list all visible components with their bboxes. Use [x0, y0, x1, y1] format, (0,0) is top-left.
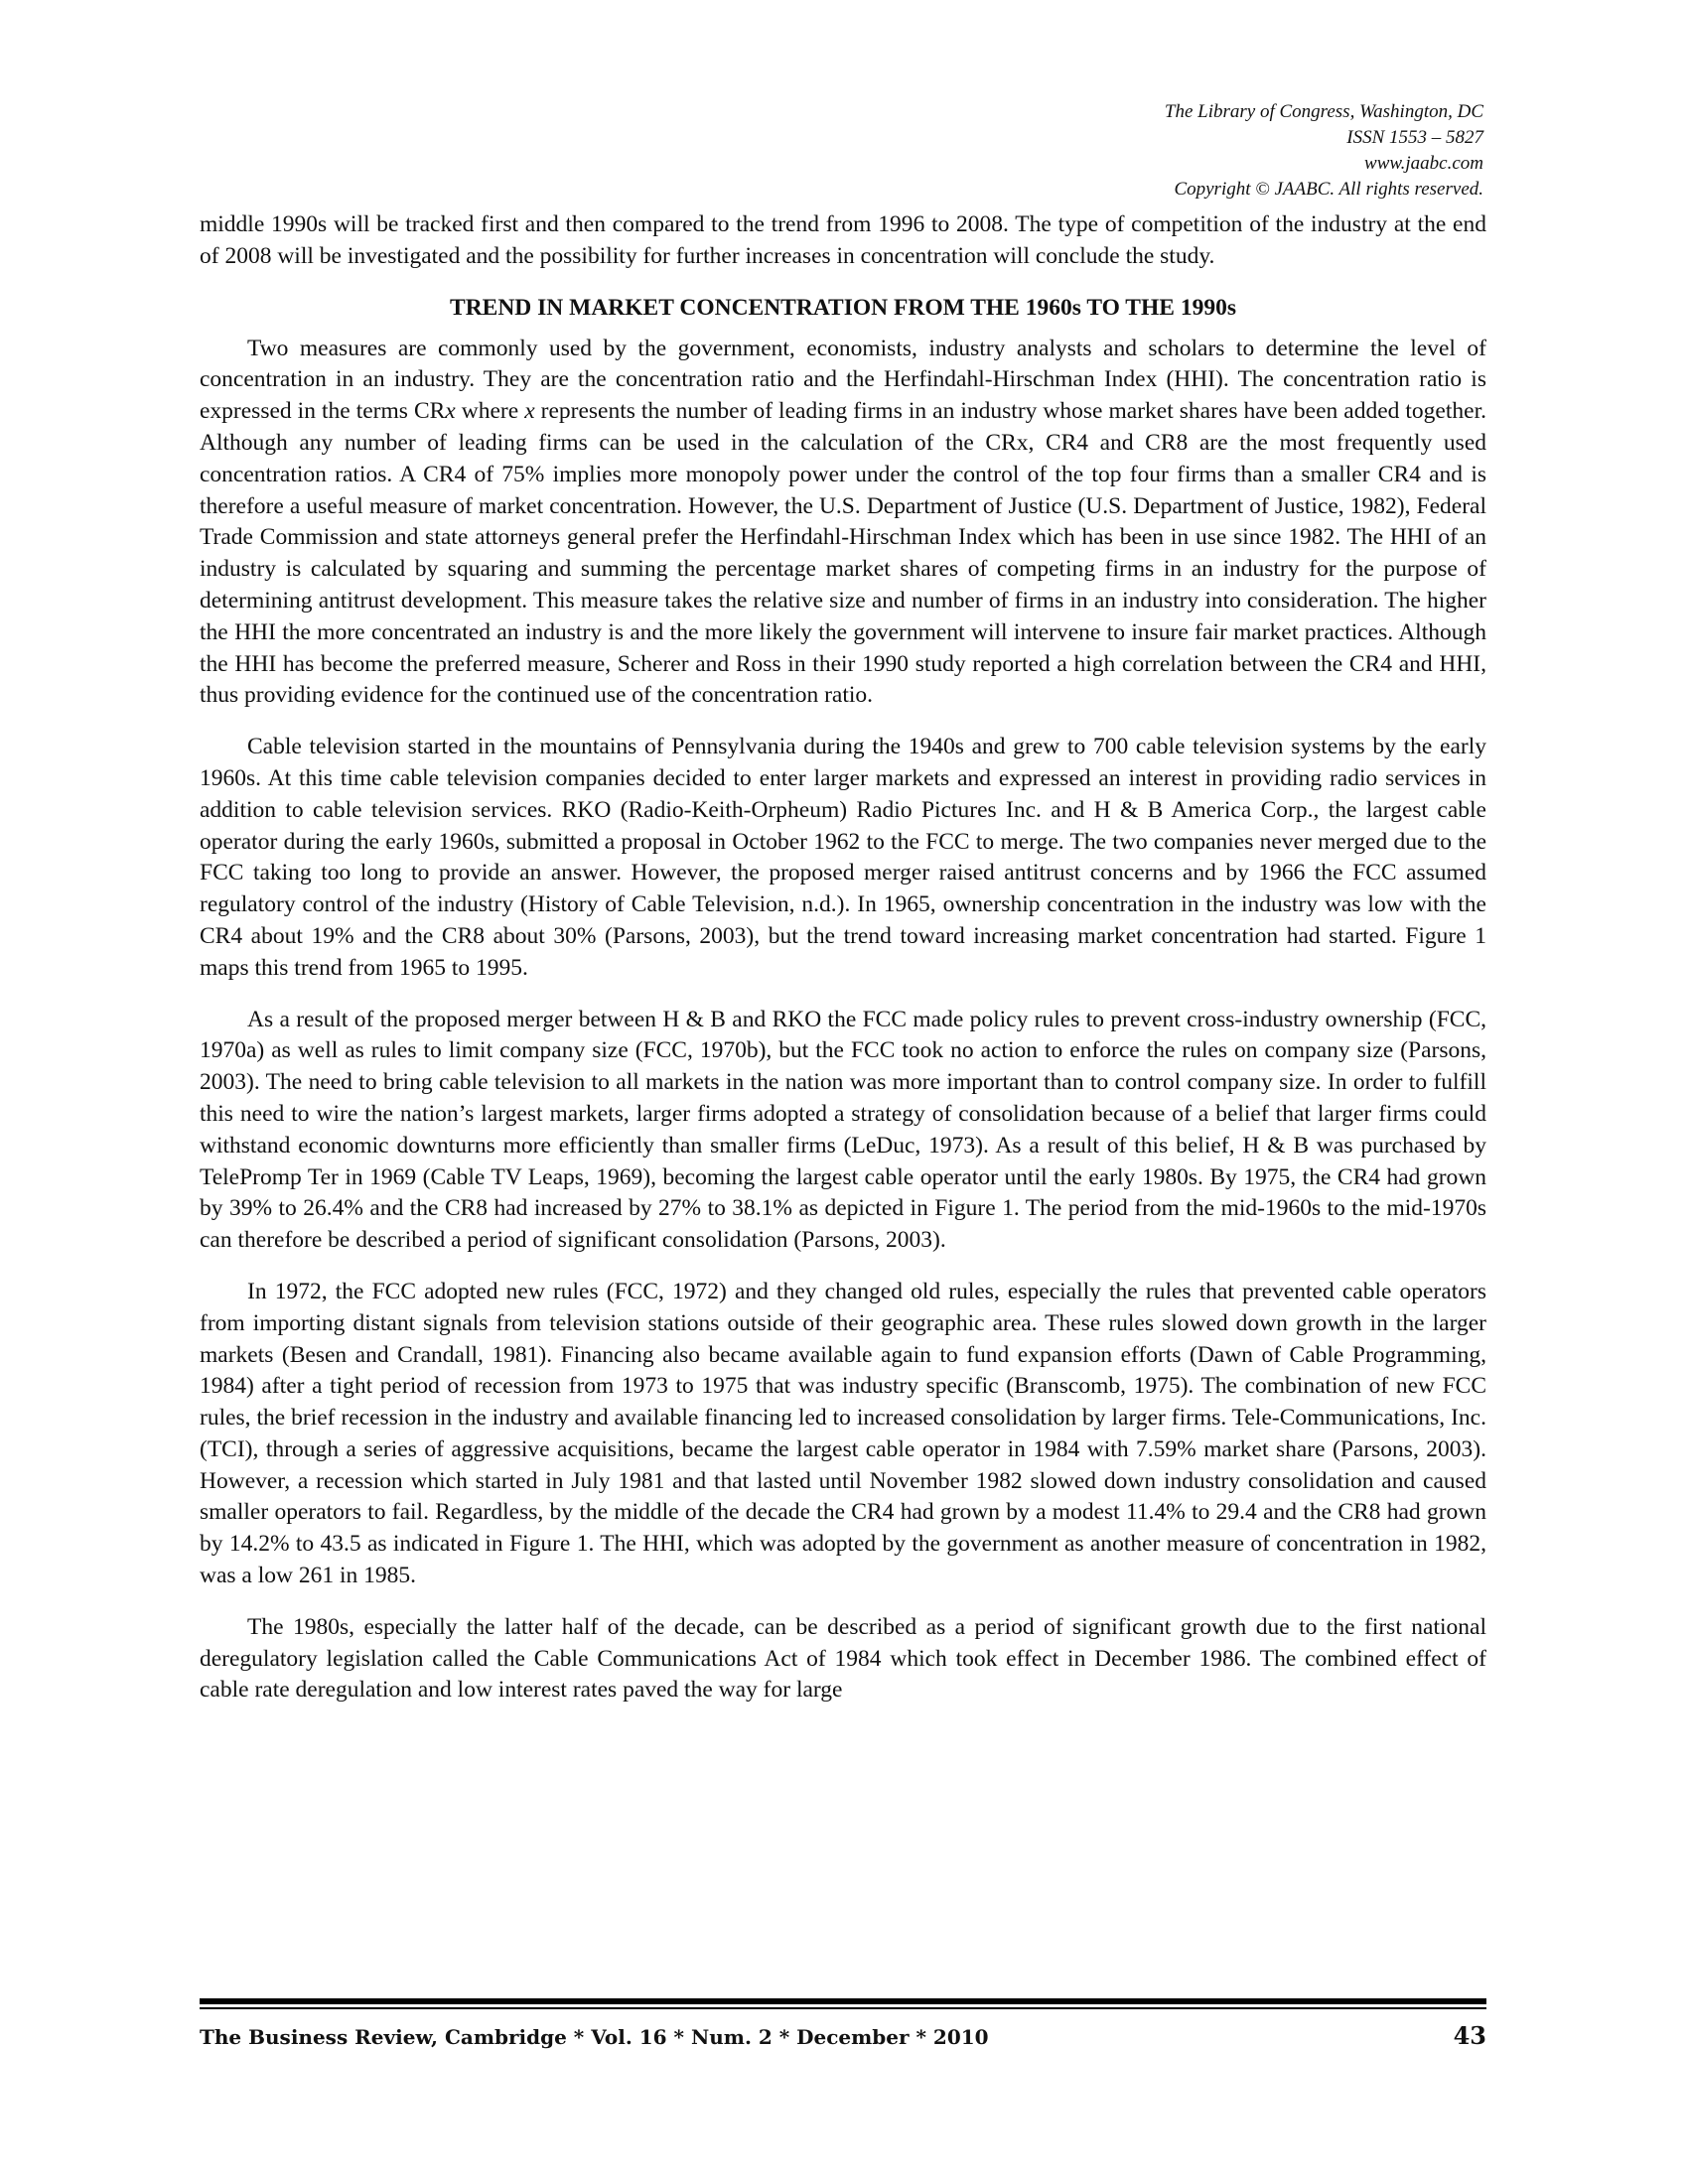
paragraph-measures: Two measures are commonly used by the government, economists, industry analysts and scholars to determine the level of concentration in an industry. They are the concentration ratio and the Herfindahl-Hirschman Index (HHI). The concentration ratio is expressed in the terms CRx where x represents the number of leading firms in an industry whose market shares have been added together. Although any number of leading firms can be used in the calculation of the CRx, CR4 and CR8 are the most frequently used concentration ratios. A CR4 of 75% implies more monopoly power under the control of the top four firms than a smaller CR4 and is therefore a useful measure of market concentration. However, the U.S. Department of Justice (U.S. Department of Justice, 1982), Federal Trade Commission and state attorneys general prefer the Herfindahl-Hirschman Index which has been in use since 1982. The HHI of an industry is calculated by squaring and summing the percentage market shares of competing firms in an industry for the purpose of determining antitrust development. This measure takes the relative size and number of firms in an industry into consideration. The higher the HHI the more concentrated an industry is and the more likely the government will intervene to insure fair market practices. Although the HHI has become the preferred measure, Scherer and Ross in their 1990 study reported a high correlation between the CR4 and HHI, thus providing evidence for the continued use of the concentration ratio. — [200, 335, 1486, 709]
article-body — [200, 209, 1486, 1706]
page-number: 43 — [1453, 2021, 1486, 2050]
running-header — [1165, 99, 1483, 203]
intro-paragraph: middle 1990s will be tracked first and then compared to the trend from 1996 to 2008. The type of competition of the industry at the end of 2008 will be investigated and the possibility for further increases in concentration will conclude the study. — [200, 211, 1486, 269]
paragraph-1972-rules: In 1972, the FCC adopted new rules (FCC, 1972) and they changed old rules, especially the rules that prevented cable operators from importing distant signals from television stations outside of their geographic area. These rules slowed down growth in the larger markets (Besen and Crandall, 1981). Financing also became available again to fund expansion efforts (Dawn of Cable Programming, 1984) after a tight period of recession from 1973 to 1975 that was industry specific (Branscomb, 1975). The combination of new FCC rules, the brief recession in the industry and available financing led to increased consolidation by larger firms. Tele-Communications, Inc. (TCI), through a series of aggressive acquisitions, became the largest cable operator in 1984 with 7.59% market share (Parsons, 2003). However, a recession which started in July 1981 and that lasted until November 1982 slowed down industry consolidation and caused smaller operators to fail. Regardless, by the middle of the decade the CR4 had grown by a modest 11.4% to 29.4 and the CR8 had grown by 14.2% to 43.5 as indicated in Figure 1. The HHI, which was adopted by the government as another measure of concentration in 1982, was a low 261 in 1985. — [200, 1278, 1486, 1589]
header-copyright: Copyright © JAABC. All rights reserved. — [1174, 179, 1483, 200]
header-library: The Library of Congress, Washington, DC — [1164, 101, 1483, 122]
running-footer — [200, 2021, 1486, 2050]
section-heading: TREND IN MARKET CONCENTRATION FROM THE 1960s TO THE 1990s — [450, 294, 1236, 321]
paragraph-1980s: The 1980s, especially the latter half of the decade, can be described as a period of significant growth due to the first national deregulatory legislation called the Cable Communications Act of 1984 which took effect in December 1986. The combined effect of cable rate deregulation and low interest rates paved the way for large — [200, 1613, 1486, 1704]
header-issn: ISSN 1553 – 5827 — [1346, 127, 1483, 148]
footer-journal: The Business Review, Cambridge * Vol. 16 * Num. 2 * December * 2010 — [200, 2025, 989, 2049]
paragraph-cable-origins: Cable television started in the mountains of Pennsylvania during the 1940s and grew to 700 cable television systems by the early 1960s. At this time cable television companies decided to enter larger markets and expressed an interest in providing radio services in addition to cable television services. RKO (Radio-Keith-Orpheum) Radio Pictures Inc. and H & B America Corp., the largest cable operator during the early 1960s, submitted a proposal in October 1962 to the FCC to merge. The two companies never merged due to the FCC taking too long to provide an answer. However, the proposed merger raised antitrust concerns and by 1966 the FCC assumed regulatory control of the industry (History of Cable Television, n.d.). In 1965, ownership concentration in the industry was low with the CR4 about 19% and the CR8 about 30% (Parsons, 2003), but the trend toward increasing market concentration had started. Figure 1 maps this trend from 1965 to 1995. — [200, 734, 1486, 981]
paragraph-fcc-rules: As a result of the proposed merger between H & B and RKO the FCC made policy rules to prevent cross-industry ownership (FCC, 1970a) as well as rules to limit company size (FCC, 1970b), but the FCC took no action to enforce the rules on company size (Parsons, 2003). The need to bring cable television to all markets in the nation was more important than to control company size. In order to fulfill this need to wire the nation’s largest markets, larger firms adopted a strategy of consolidation because of a belief that larger firms could withstand economic downturns more efficiently than smaller firms (LeDuc, 1973). As a result of this belief, H & B was purchased by TelePromp Ter in 1969 (Cable TV Leaps, 1969), becoming the largest cable operator until the early 1980s. By 1975, the CR4 had grown by 39% to 26.4% and the CR8 had increased by 27% to 38.1% as depicted in Figure 1. The period from the mid-1960s to the mid-1970s can therefore be described a period of significant consolidation (Parsons, 2003). — [200, 1006, 1486, 1254]
footer-rule — [200, 1998, 1486, 2009]
header-website: www.jaabc.com — [1364, 153, 1483, 174]
